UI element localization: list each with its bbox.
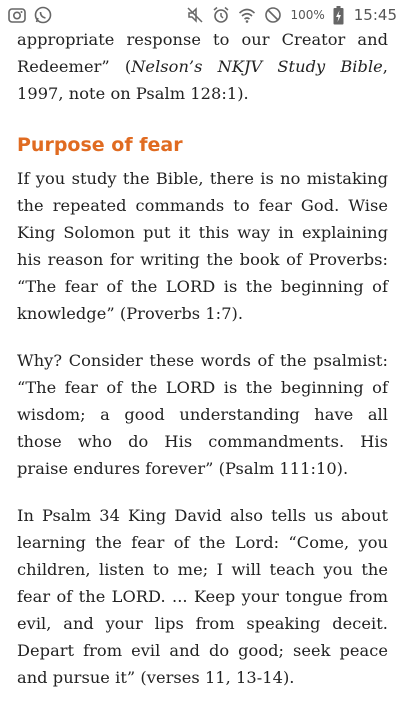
mute-icon (186, 6, 204, 24)
status-right (186, 6, 397, 25)
battery-charging-icon (333, 6, 344, 25)
intro-text-1: appropriate response to our Creator and Redeemer” ( (17, 30, 388, 76)
alarm-icon (212, 6, 230, 24)
intro-citation: Nelson’s NKJV Study Bible (131, 57, 383, 76)
wifi-icon (238, 6, 256, 24)
paragraph-proverbs: If you study the Bible, there is no mistaking the repeated commands to fear God. Wise King Solomon put it this way in explaining his reason for writing the book of Proverbs: “The fear of the LORD is the beginning of knowledge” (Proverbs 1:7). (17, 169, 388, 323)
section-heading: Purpose of fear (17, 134, 183, 156)
intro-text-2: , 1997, note on Psalm 128:1). (17, 57, 388, 103)
whatsapp-icon (34, 6, 52, 24)
intro-paragraph (17, 26, 388, 107)
paragraph-psalm-34: In Psalm 34 King David also tells us about learning the fear of the Lord: “Come, you children, listen to me; I will teach you the fear of the LORD. ... Keep your tongue from evil, and your lips from speaking deceit. Depart from evil and do good; seek peace and pursue it” (verses 11, 13-14). (17, 506, 388, 687)
article-body (17, 26, 388, 711)
camera-notification-icon (8, 6, 26, 24)
clock: 15:45 (353, 6, 397, 24)
do-not-disturb-icon (264, 6, 282, 24)
status-left (8, 6, 52, 24)
paragraph-psalm-111: Why? Consider these words of the psalmist: “The fear of the LORD is the beginning of wisdom; a good understanding have all those who do His commandments. His praise endures forever” (Psalm 111:10). (17, 351, 388, 478)
battery-percent: 100% (290, 8, 325, 22)
